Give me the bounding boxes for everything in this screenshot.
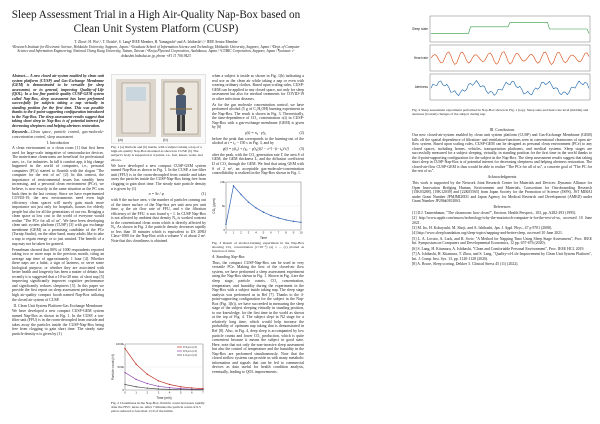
data-point (233, 185, 234, 186)
y-tick-label: 500k (117, 365, 124, 370)
data-point (240, 193, 241, 194)
equation-3-number: (3) (299, 147, 304, 152)
figure-2-chart (111, 340, 206, 400)
figure-4-chart-wrap (412, 14, 592, 106)
figure-2-chart-wrap (111, 340, 206, 400)
data-point (147, 374, 148, 375)
system-paragraph-1-cont: We have developed a new compact CUSP-GEM system named Nap-Box as shown in Fig. 1. In the CUSP, a ion-filter unit (FFU) is in the room-decoupled from outside and takes away the particles inside the CUSP-Nap-Box being free from clogging to gain short time. The steady state particle density n is given by (1) (111, 163, 206, 191)
keywords (12, 130, 104, 139)
column-2 (111, 74, 206, 420)
section-conclusion-heading: III. Conclusions (489, 127, 515, 132)
data-point (255, 207, 256, 208)
figure-1-caption: Fig. 1 (a) Outlook and (b) inside, with a subject taking a nap of a high-air-quality Nap-Box mounted as shown in CUSP. (b) The subject's body is supported at 4 points, i.e., feet, knees, waist, and elbows. (111, 145, 203, 162)
column-1 (12, 74, 104, 420)
fig4-panel-label: Sleep state (412, 27, 428, 31)
x-tick-label: 2 (146, 390, 149, 395)
subject-leg-right-shape (182, 115, 186, 131)
data-point (124, 384, 125, 385)
reference-item: [3] M. Ito, H. Kobayashi, M. Shoji, and A. Ishibashi, Jpn. J. Appl. Phys., 47 p 9701 (2008). (412, 226, 553, 231)
y-axis-label: Particle count (/cf) (111, 354, 115, 380)
reference-item: [6] S. Lang, H. Kitamura, A. Ishibashi, "Clean and Comfortable Personal Environment", Proc. IEEE HCI, 2019. (412, 246, 585, 251)
data-point (135, 364, 136, 365)
keywords-label: Keywords (12, 129, 28, 134)
section-references-heading: References (493, 205, 511, 210)
data-point (270, 215, 271, 216)
y-tick-label: 0 (223, 227, 225, 232)
x-tick-label: 0 (124, 390, 126, 395)
section-nap-heading: A. Standing Nap-Box (212, 255, 245, 260)
data-point (202, 389, 203, 390)
section-introduction-heading: I. Introduction (46, 140, 70, 145)
reference-item: [8] A. Bruce, Sleep scoring, Dekker 3. Clinical Stress 45 (11) (2022). (412, 261, 519, 266)
x-tick-label: 3 (157, 390, 160, 395)
x-tick-label: 6 (270, 230, 272, 235)
equation-2-text: γ(t) = n₀ · γ/γ₁ (245, 131, 267, 136)
legend-entry: 1.0 μm (cf.) (183, 353, 198, 357)
x-axis-label: Time (260, 235, 267, 240)
data-point (124, 348, 125, 349)
equation-3-text: γ(t) = γ(t₀) + (γ₀ − γ(t₀))(1 − e^{−(t−t₀)/τ}) (222, 147, 289, 152)
data-point (278, 217, 279, 218)
figure-3-chart-wrap (212, 178, 304, 240)
abstract-label: Abstract (12, 74, 26, 78)
figure-3-chart (212, 178, 304, 240)
x-tick-label: 4 (168, 390, 171, 395)
reference-item: [4] http://www.sleepfoundation.org/sleep-topics/napping-and-better-sleep, accessed 10 June 2021. (412, 231, 563, 236)
paper-authors (12, 40, 300, 58)
x-tick-label: 1 (135, 390, 137, 395)
data-point (147, 383, 148, 384)
fig4-panel-label: Heart rate (413, 56, 428, 60)
affiliation-list: ¹Research Institute for Electronic Science, Hokkaido University, Sapporo, Japan / ²Graduate School of Information Science and Technology, Hokkaido University, Sapporo, Japan / ³Dept. of Computer Science and Information Engineering, National Cheng Kung University, Tainan, Taiwan / ⁴Ezoju Plywood Corporation, Asahikawa, Japan / ⁵CUBIC Corporation, Sapporo, Japan / ¶contact: i-dokushin.hokudai.ac.jp, phone +81 11 706 9423 (12, 44, 300, 58)
equation-1 (111, 192, 206, 197)
keywords-text: —Clean space, particle control, gas-molecule-concentration control, sleep assessment (12, 129, 104, 139)
figure-4-caption: Fig. 4 Sleep assessment experiment performed in Nap-Box shown in Fig. 1 (top). Sleep state and heart rate level (middle) and alertness (bottom) changes of the subject during nap. (412, 108, 589, 117)
subject-head-shape (177, 87, 185, 95)
column-2-text (111, 164, 206, 244)
photo-b-label: (b) (163, 137, 168, 142)
photo-a-label: (a) (118, 137, 123, 142)
x-tick-label: 1 (232, 230, 235, 235)
x-tick-label: 0 (225, 230, 227, 235)
equation-1-text: n = Sv / φ (148, 192, 164, 197)
ack-paragraph: This work is supported by the Network Joint Research Center for Materials and Devices: Dynamic Alliance for Open Innovation Bridging Human, Environment and Materials, Consortium for Ostrobounding Research [15K03288], [19K12039] and [22K05565] from Japan Society for the Promotion of Science (JSPS), JST MIRAI under Grant Number JPMJMI20D1 and Japan Agency for Medical Research and Development (AMED) under Grant Number JP20hk0102063. (412, 181, 592, 204)
x-tick-label: 2 (240, 230, 242, 235)
fig4-panel-label: Alertness (414, 85, 428, 89)
x-tick-label: 6 (191, 390, 193, 395)
x-tick-label: 9 (292, 230, 295, 235)
abstract (12, 74, 104, 129)
nap-box-window-shape (126, 87, 146, 101)
section-system-heading: II. Clean Unit System Platform-Gas Exchange Membrane (13, 303, 103, 308)
x-tick-label: 8 (285, 230, 287, 235)
x-axis-label: Time (min) (156, 396, 172, 400)
data-point (135, 386, 136, 387)
reference-item: [1] D.J. Tannenbaum, "The cleanroom: how clean?", Environ. Health Perspect., 103, pp. A282-293 (1995). (412, 210, 577, 215)
equation-1-number: (1) (201, 192, 206, 197)
figure-1-photos (111, 74, 206, 144)
data-point (300, 221, 301, 222)
x-tick-label: 7 (277, 230, 280, 235)
system-paragraph-4: As for the gas molecule concentration control, we have performed alcohol (5 g of C₂H₅OH) burning experiment in the Nap-Box. The result is shown in Fig. 3. Theoretically, the time-dependence of CO₂ concentration c(t) in CUSP-Nap-Box with a gas-exchange membrane (GEM) is given by [6] (212, 102, 304, 130)
abstract-text: — A new closed air-system enabled by clean unit system platform (CUSP) and Gas-Exchange Membrane (GEM) is demonstrated to be versatile for sleep assessment, or in general, improving Quality-of-Life (QOL). In a low fine particle quality CUSP-GEM system called Nap-Box, sleep assessment has been performed successfully for subjects taking a nap virtually in standing position for the first time. This was possible thanks to the 4-point-supporting configuration introduced to the Nap-Box. The sleep assessment results suggest that taking short sleep in Nap-Box is of potential interest for decreasing sleepiness and helping alertness restoration. (12, 74, 104, 129)
data-point (293, 220, 294, 221)
fig4-panel (430, 74, 590, 100)
subject-body-shape (176, 95, 186, 115)
system-paragraph-6: after the peak, with the CO₂ generation rate Γ, the area S of GEM, the GEM thickness L, and the diffusion coefficient D of CO₂ through the GEM. We find that using GEM with S of 2 m², an acceptable gas-molecule-concentration controllability is realized in the Nap-Box shown in Fig. 1. (212, 152, 304, 176)
equation-3 (212, 147, 304, 152)
data-point (169, 389, 170, 390)
legend-entry: 0.5 μm (cf.) (183, 349, 198, 353)
column-4 (312, 10, 595, 420)
figure-2-caption: Fig. 2 Cleanliness in the Nap-Box. Particle count decreases rapidly after the HVC turns on. After 7 minutes the particle count of 0.5 μm is reduced to less than 1/10 of the initial. (111, 401, 205, 414)
y-tick-label: 1000k (115, 342, 124, 347)
column-4-text (412, 126, 592, 267)
author-list: T. Zhou¹, H. Wu¹,², T. Doishi³, S. Lang⁴ IEEE Member, H. Yamaguchi⁵ and A. Ishibashi¹,²,⁶ IEEE Senior Member (74, 40, 238, 44)
reference-item: [2] http://www.apple.com/macos/technology/why-the-macintosh-computer-is-for-the-rest-of-us, accessed 10 June 2021. (412, 216, 592, 225)
y-axis-label: CO₂ (ppm) (212, 198, 216, 214)
y-tick-label: 5k (221, 203, 225, 208)
fig4-panel (430, 45, 590, 71)
y-tick-label: 0 (122, 388, 124, 393)
data-point (158, 386, 159, 387)
subject-leg-left-shape (177, 115, 181, 131)
data-point (248, 201, 249, 202)
data-point (135, 379, 136, 380)
data-point (285, 219, 286, 220)
figure-3-caption: Fig. 3 Result of alcohol-burning experiment in the Nap-Box showing CO₂ concentration (v×10⁻⁶) (a) = ... (c) plotted as function of time. (212, 240, 304, 254)
nap-paragraph-1: Thus, the compact CUSP-Nap-Box can be used in very versatile PCe. Making the best of the closed-air flow system, we have performed a sleep assessment experiment using the Nap-Box shown in Fig. 1. Shown in Fig. 4 are the sleep stage, particle counts, CO₂ concentration, temperature, and humidity during the experiment in the Nap-Box with a subject inside taking nap. The sleep stage analysis was performed as in Ref [7]. Thanks to the 4-point-supporting configuration for the subject in the Nap-Box (Fig. 1(b)), we have succeeded in measuring the sleep stage of the subject sleeping virtually in standing position, to our knowledge, for the first time in the world as shown at the top of Fig. 4. The subject slept in N2 stage for a relatively long time, which would help increase the probability of optimum nap taking that is demonstrated in Ref [8]. Also, in Fig. 4, deep sleep is accompanied by low particle counts and lower CO₂ production, which is quite convenient because it means the subject in good state. Here, note that not only the non-invasive sleep assessment but also the control of temperature and the humidity in the Nap-Box are performed simultaneously. Note that the closed airflow systems can provide us with many metabolic information and signals that can be fed to commercial devices as data useful for health condition analysis, eventually, leading to QOL improvements. (212, 260, 304, 374)
reference-item: [7] A. Ishibashi, H. Kitamura, T. Zhou, and S. Lang, "Quality-of-Life Improvement by Clean Unit System Platform", Int. J. Comp. Inst. Sys. 13, pp. 1120-1128 (2020). (412, 251, 592, 261)
data-point (158, 380, 159, 381)
intro-paragraph-1: A clean environment or a clean room [1] that first been used for large-scale integrative of semiconductor devices. The main-frame cleanrooms are beneficial for professional uses, i.e., for industries. In fall it comfort app, it big change happened in the world of computers, i.e., personal computers (PCs) started to flourish with the slogan "The computer for the rest of us" [2]. In this context, the importance of environmental issues has steadily been increasing, and a personal clean environment (PCe), we believe, is now exactly in the same situation as the PC was back then in the last century. Since we have experimented COVID-19, the new environments need even high efficiency clean spaces will surely gain much more importance not just only for hospitals, houses for elderly people but also for all the generations of our era. Bringing a clean space at low cost to the world of everyone would realize "The PCe for all of us". We have been developing clean unit system platform (CUSP) [3] with gas exchange membrane (GEM) as a promising candidate of the PCe (Turnip Studio), on the other hand, many adults like to take a nap to regain energy or to just unwind. The benefit of a nap may not be taken for granted. (12, 146, 104, 246)
figure-1-illustration (112, 75, 205, 143)
system-paragraph-1: We have developed a new compact CUSP-GEM system named Nap-Box as shown in Fig. 1. In the CUSP, a ion-filter unit (FFU) is in the room-decoupled from outside and takes away the particles inside the CUSP-Nap-Box being free from clogging to gain short time. The steady state particle density n is given by (1) (12, 309, 104, 336)
x-tick-label: 5 (262, 230, 265, 235)
data-point (158, 388, 159, 389)
x-tick-label: 5 (179, 390, 182, 395)
data-point (147, 387, 148, 388)
paper-title: Sleep Assessment Trial in a High Air-Quality Nap-Box based on Clean Unit System Platform (CUSP) (11, 9, 301, 35)
x-tick-label: 4 (255, 230, 257, 235)
data-point (124, 372, 125, 373)
x-tick-label: 3 (247, 230, 250, 235)
column-3 (212, 74, 304, 420)
data-point (225, 223, 226, 224)
data-point (180, 389, 181, 390)
data-point (169, 387, 170, 388)
system-paragraph-2: with S the surface area, v the number of particles coming out of the inner surface of the Nap-box per unit area per unit time, φ the air flow rate of FFU, and v the filtration efficiency of the FFU. n was found η ~ 1. In CUSP Nap-Box is not affected by ambient dust density N₀ is worked contrast to the conventional clean room which is directly affected by N₀. As shown in Fig. 2 the particle density decreases rapidly to less than 10 minutes which is equivalent to US 209D Class~1000 for the Nap-Box with a volume V of about 2 m³. Note that this cleanliness is obtained (111, 198, 206, 243)
data-point (180, 386, 181, 387)
intro-paragraph-2: Fennelman showed that 80% of 1000 respondents reported taking two or more naps in the previous month, citing an average nap time of approximately 1 hour [4]. Whether these naps are a habit, a sign of laziness, or serve some biological purpose, or whether they are associated with better health and longevity has been a matter of debate, but recently it is suggested that a 10-to-20 min. of short nap [5] improving significantly improves cognitive performance and significantly reduces sleepiness [5]. In this paper we provide the first report on sleep assessment performed in a high air-quality compact booth named Nap-Box utilizing the closed air system of CUSP. (12, 247, 104, 302)
reference-list (412, 211, 592, 267)
reference-item: [5] L. A. Lovato, A. Lack, and R. Scriv, "A Method for Napping Time Using Sleep Stage Assessment", Proc. IEEE Int. Symposium on Computers and Developmental Economics, 12 pp. 657-676 (2020). (412, 236, 592, 246)
conclusion-paragraph: Our new closed-air-system enabled by clean unit system platform (CUSP) and Gas-Exchange Membrane (GEM) kills off the spatial dependence of filtration- and ventilation-functions seen in conventional cleanrooms of open air-flow system. Based upon scaling rules, CUSP-GEM can be designed as personal clean environment (PCe) to any closed spaces, including homes, vehicles, transportation platforms, and medical systems. Sleep stages are successfully measured for a subject sleeping, virtually, in standing position for the first time in the world thanks to the 4-point-supporting configuration for the subject in the Nap-Box. The sleep assessment results suggest that taking short sleep in CUSP-Nap-Box is of potential interest for decreasing sleepiness and helping alertness restoration. The closed-air-flow CUSP-GEM is thus would be able to realize "The PCe for all of us", a concrete goal of "The PC for the rest of us". (412, 133, 592, 174)
system-paragraph-5: before the peak that corresponds to the burning-out of the alcohol at t = t₀ ~ 150 s in Fig. 3, and by (212, 136, 304, 146)
data-point (169, 384, 170, 385)
equation-2 (212, 131, 304, 136)
x-tick-label: 10 (299, 230, 303, 235)
y-tick-label: 10k (220, 179, 225, 184)
data-point (191, 389, 192, 390)
data-point (191, 387, 192, 388)
legend-entry: 0.3 μm (cf.) (183, 345, 198, 349)
figure-4-chart (412, 14, 592, 106)
data-point (263, 211, 264, 212)
system-paragraph-3: when a subject is inside as shown in Fig. 1(b) indicating a real use as the clean air while taking a nap or even with wearing ordinary clothes. Based upon scaling rules, CUSP-GEM can be applied to any closed space, not only for sleep assessment but also for medical treatments for COVID-19 or other infectious diseases. (212, 74, 304, 101)
equation-2-number: (2) (299, 131, 304, 136)
section-ack-heading: Acknowledgments (487, 175, 517, 180)
x-tick-label: 7 (202, 390, 204, 395)
